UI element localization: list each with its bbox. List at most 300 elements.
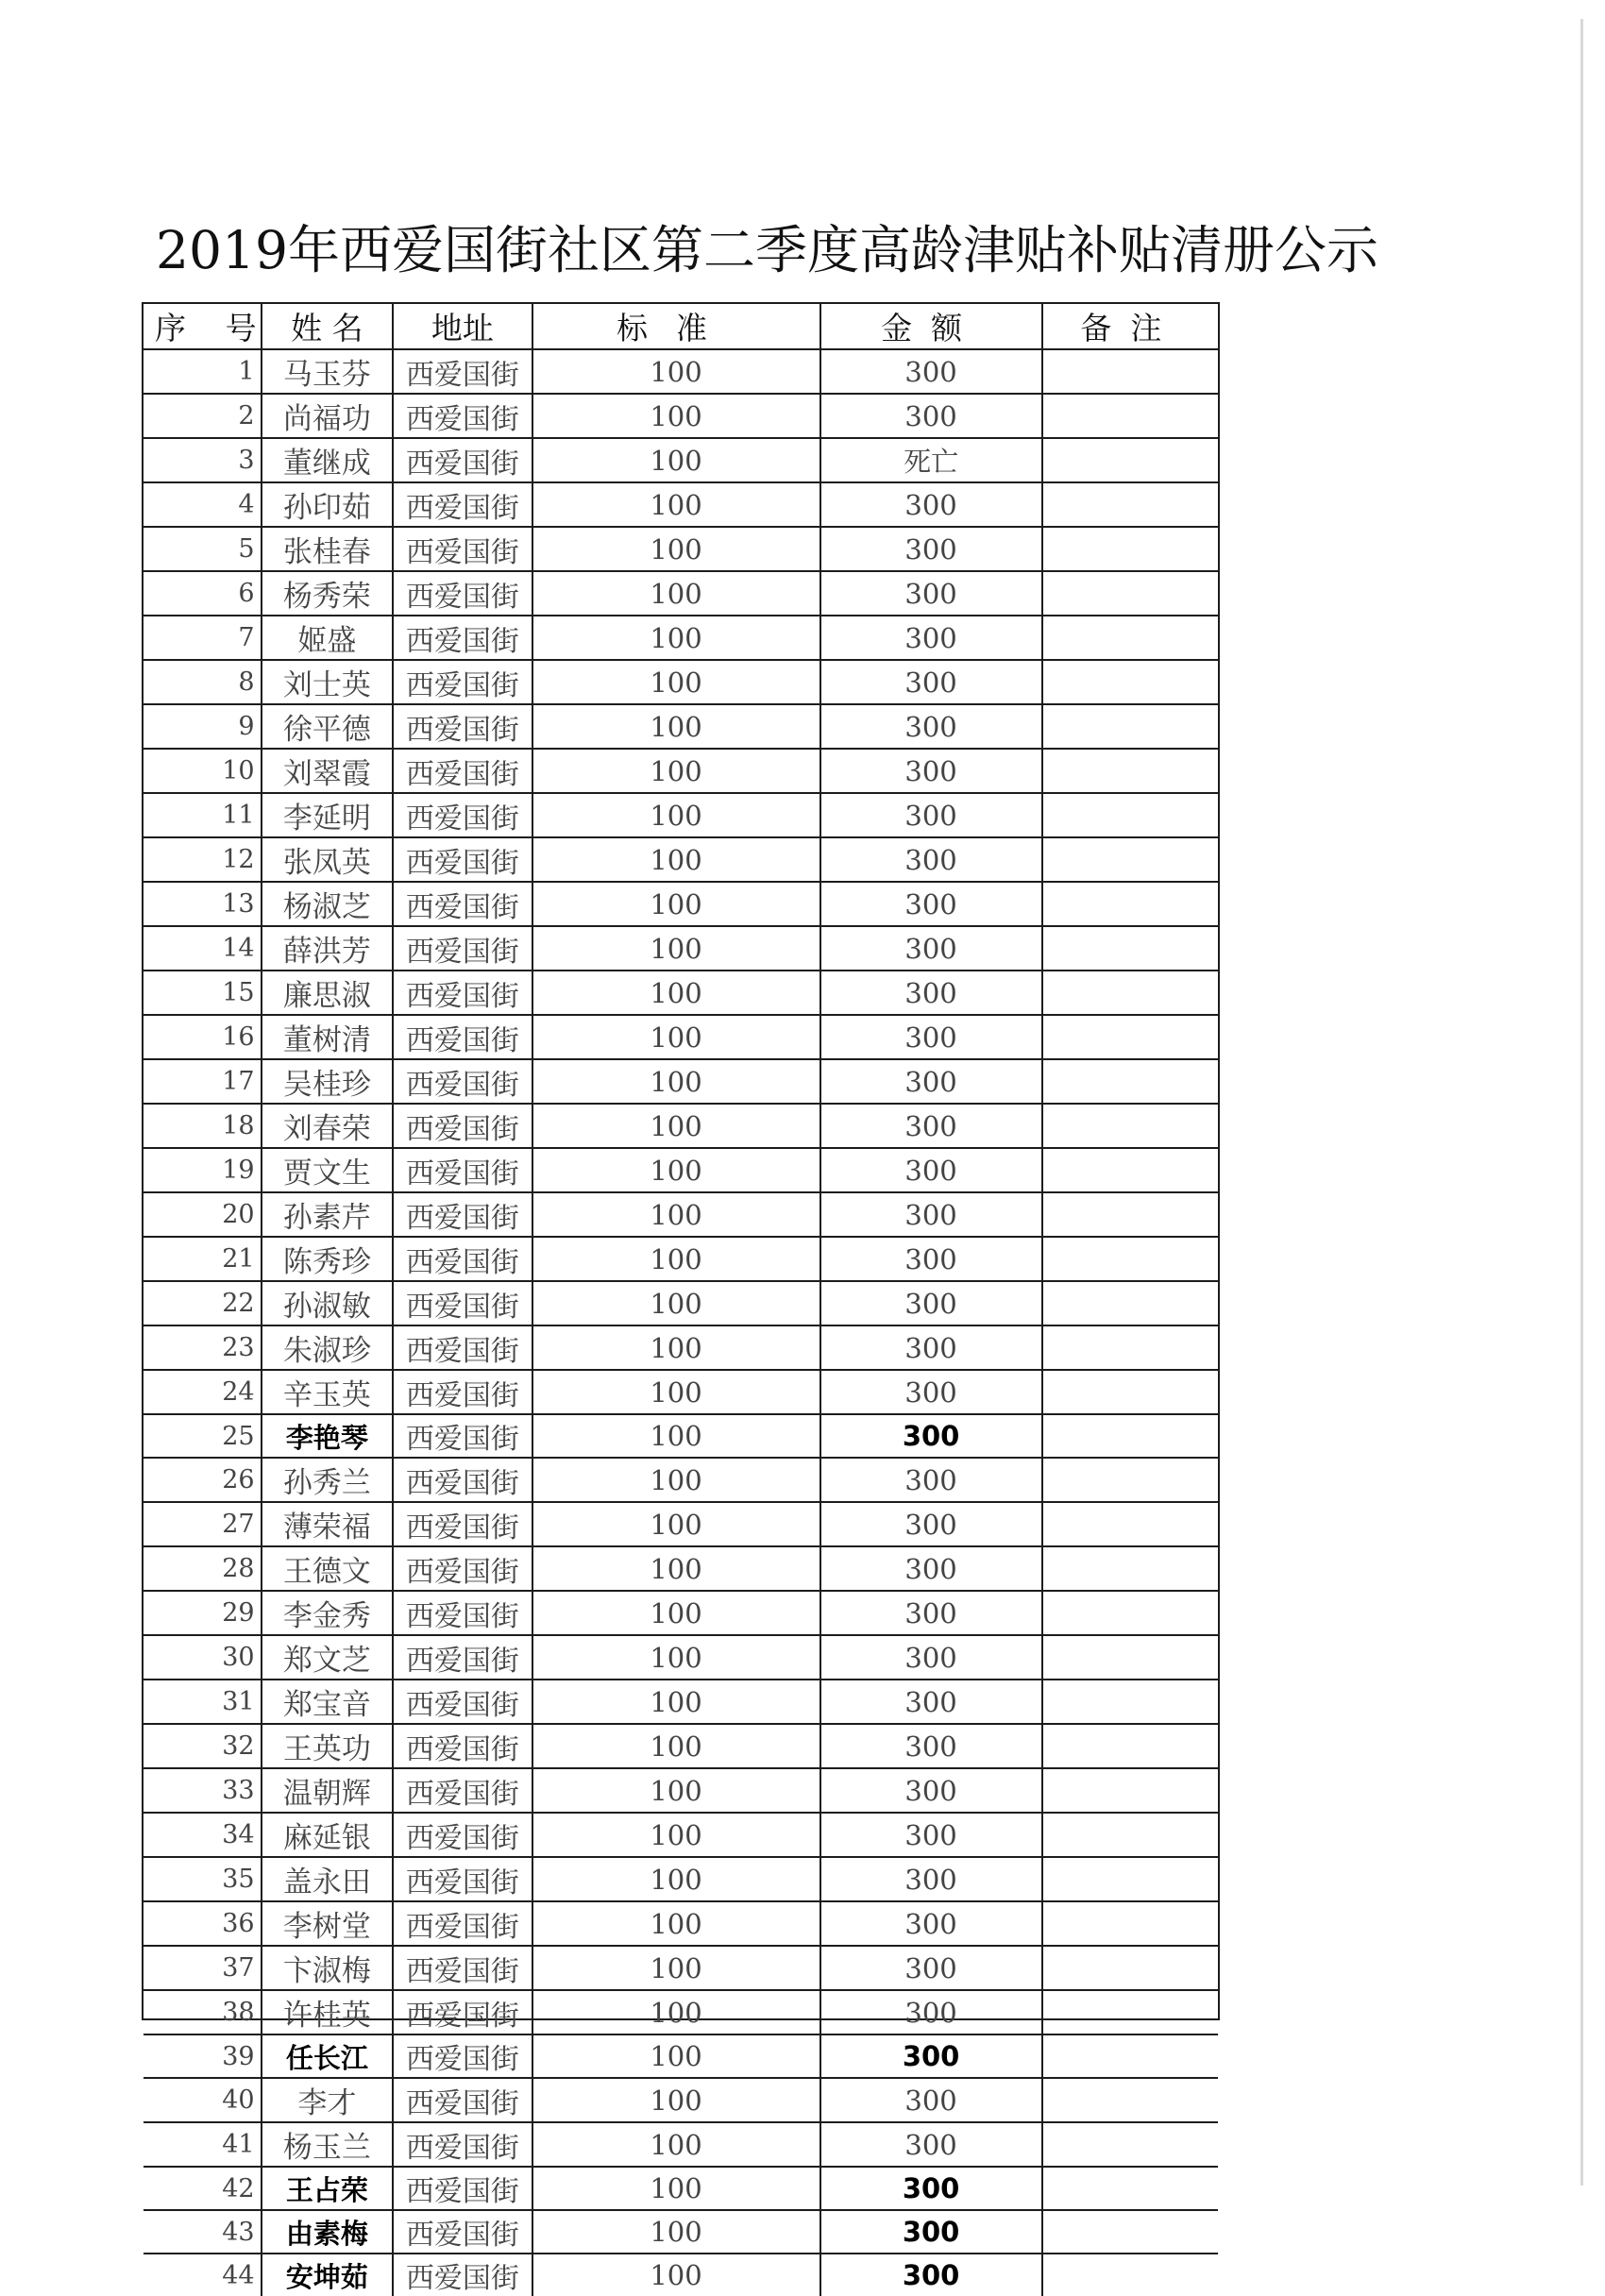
table-row	[144, 2123, 1218, 2168]
cell-amount: 300	[821, 1725, 1043, 1767]
table-row	[144, 794, 1218, 838]
cell-address: 西爱国街	[394, 2035, 532, 2077]
cell-name: 李延明	[262, 794, 395, 836]
cell-address: 西爱国街	[394, 1149, 532, 1191]
cell-seq: 33	[144, 1769, 262, 1812]
cell-address: 西爱国街	[394, 1680, 532, 1723]
cell-seq: 42	[144, 2168, 262, 2209]
cell-seq: 30	[144, 1636, 262, 1679]
cell-name: 董树清	[262, 1016, 395, 1058]
cell-address: 西爱国街	[394, 1991, 532, 2034]
cell-address: 西爱国街	[394, 883, 532, 925]
cell-standard: 100	[533, 971, 821, 1014]
cell-remark	[1043, 971, 1218, 1014]
cell-seq: 17	[144, 1060, 262, 1103]
table-row	[144, 2079, 1218, 2123]
cell-remark	[1043, 2254, 1218, 2296]
table-row	[144, 1016, 1218, 1060]
cell-standard: 100	[533, 2211, 821, 2253]
cell-name: 盖永田	[262, 1858, 395, 1900]
cell-standard: 100	[533, 395, 821, 437]
cell-standard: 100	[533, 1503, 821, 1545]
cell-remark	[1043, 1680, 1218, 1723]
table-row	[144, 1282, 1218, 1326]
cell-amount: 300	[821, 1459, 1043, 1501]
cell-standard: 100	[533, 1326, 821, 1369]
cell-seq: 20	[144, 1193, 262, 1236]
cell-standard: 100	[533, 883, 821, 925]
cell-name: 刘士英	[262, 661, 395, 703]
cell-name: 王占荣	[262, 2168, 395, 2209]
header-standard: 标准	[533, 304, 821, 348]
cell-remark	[1043, 350, 1218, 393]
cell-standard: 100	[533, 794, 821, 836]
cell-address: 西爱国街	[394, 1947, 532, 1989]
cell-remark	[1043, 1105, 1218, 1147]
cell-name: 李树堂	[262, 1902, 395, 1945]
cell-seq: 4	[144, 483, 262, 526]
cell-remark	[1043, 1592, 1218, 1634]
cell-address: 西爱国街	[394, 1902, 532, 1945]
cell-address: 西爱国街	[394, 1547, 532, 1590]
page-title: 2019年西爱国街社区第二季度高龄津贴补贴清册公示	[156, 220, 1378, 280]
cell-remark	[1043, 838, 1218, 881]
cell-standard: 100	[533, 1193, 821, 1236]
cell-address: 西爱国街	[394, 1193, 532, 1236]
cell-standard: 100	[533, 1415, 821, 1457]
cell-amount: 300	[821, 2035, 1043, 2077]
cell-address: 西爱国街	[394, 661, 532, 703]
cell-amount: 300	[821, 1814, 1043, 1856]
subsidy-roster-table	[142, 302, 1220, 2295]
cell-seq: 22	[144, 1282, 262, 1325]
cell-name: 薛洪芳	[262, 927, 395, 970]
cell-name: 孙素芹	[262, 1193, 395, 1236]
cell-address: 西爱国街	[394, 2123, 532, 2166]
cell-seq: 15	[144, 971, 262, 1014]
table-row	[144, 838, 1218, 883]
table-row	[144, 1503, 1218, 1547]
table-row	[144, 616, 1218, 661]
table-row	[144, 1725, 1218, 1769]
cell-standard: 100	[533, 439, 821, 481]
cell-standard: 100	[533, 350, 821, 393]
cell-remark	[1043, 2079, 1218, 2121]
cell-amount: 300	[821, 838, 1043, 881]
cell-amount: 300	[821, 2168, 1043, 2209]
cell-name: 任长江	[262, 2035, 395, 2077]
cell-remark	[1043, 1636, 1218, 1679]
cell-remark	[1043, 1991, 1218, 2034]
cell-amount: 300	[821, 927, 1043, 970]
cell-standard: 100	[533, 1592, 821, 1634]
cell-remark	[1043, 483, 1218, 526]
cell-name: 温朝辉	[262, 1769, 395, 1812]
cell-seq: 26	[144, 1459, 262, 1501]
cell-amount: 300	[821, 1636, 1043, 1679]
cell-name: 李艳琴	[262, 1415, 395, 1457]
cell-name: 张桂春	[262, 528, 395, 570]
cell-remark	[1043, 1725, 1218, 1767]
cell-seq: 31	[144, 1680, 262, 1723]
cell-amount: 300	[821, 750, 1043, 792]
cell-amount: 300	[821, 1282, 1043, 1325]
cell-address: 西爱国街	[394, 1326, 532, 1369]
cell-standard: 100	[533, 528, 821, 570]
cell-address: 西爱国街	[394, 1858, 532, 1900]
cell-name: 尚福功	[262, 395, 395, 437]
cell-name: 朱淑珍	[262, 1326, 395, 1369]
cell-standard: 100	[533, 1636, 821, 1679]
cell-name: 廉思淑	[262, 971, 395, 1014]
cell-standard: 100	[533, 483, 821, 526]
cell-remark	[1043, 1415, 1218, 1457]
cell-standard: 100	[533, 2123, 821, 2166]
cell-amount: 300	[821, 395, 1043, 437]
table-row	[144, 483, 1218, 528]
header-seq-left: 序	[155, 310, 186, 346]
cell-standard: 100	[533, 1238, 821, 1280]
cell-standard: 100	[533, 838, 821, 881]
cell-standard: 100	[533, 2168, 821, 2209]
cell-seq: 39	[144, 2035, 262, 2077]
cell-amount: 300	[821, 1547, 1043, 1590]
table-row	[144, 395, 1218, 439]
table-row	[144, 883, 1218, 927]
cell-address: 西爱国街	[394, 838, 532, 881]
cell-address: 西爱国街	[394, 927, 532, 970]
cell-seq: 35	[144, 1858, 262, 1900]
cell-amount: 300	[821, 1592, 1043, 1634]
cell-seq: 36	[144, 1902, 262, 1945]
cell-seq: 9	[144, 705, 262, 748]
cell-amount: 300	[821, 1503, 1043, 1545]
cell-address: 西爱国街	[394, 572, 532, 615]
cell-name: 徐平德	[262, 705, 395, 748]
scan-edge	[1580, 19, 1583, 2186]
table-row	[144, 1193, 1218, 1238]
cell-name: 李金秀	[262, 1592, 395, 1634]
cell-amount: 死亡	[821, 439, 1043, 481]
cell-name: 姬盛	[262, 616, 395, 659]
cell-seq: 32	[144, 1725, 262, 1767]
cell-name: 孙印茹	[262, 483, 395, 526]
cell-amount: 300	[821, 883, 1043, 925]
cell-standard: 100	[533, 705, 821, 748]
cell-standard: 100	[533, 2254, 821, 2296]
table-row	[144, 1858, 1218, 1902]
cell-remark	[1043, 2123, 1218, 2166]
cell-standard: 100	[533, 661, 821, 703]
cell-address: 西爱国街	[394, 1592, 532, 1634]
cell-standard: 100	[533, 1947, 821, 1989]
cell-standard: 100	[533, 1149, 821, 1191]
cell-amount: 300	[821, 2211, 1043, 2253]
cell-seq: 44	[144, 2254, 262, 2296]
table-row	[144, 2211, 1218, 2254]
cell-seq: 10	[144, 750, 262, 792]
cell-standard: 100	[533, 1769, 821, 1812]
cell-name: 马玉芬	[262, 350, 395, 393]
cell-amount: 300	[821, 1858, 1043, 1900]
cell-amount: 300	[821, 2254, 1043, 2296]
cell-address: 西爱国街	[394, 395, 532, 437]
cell-standard: 100	[533, 1725, 821, 1767]
cell-seq: 27	[144, 1503, 262, 1545]
cell-amount: 300	[821, 1326, 1043, 1369]
cell-remark	[1043, 1902, 1218, 1945]
cell-seq: 29	[144, 1592, 262, 1634]
cell-remark	[1043, 2168, 1218, 2209]
cell-address: 西爱国街	[394, 705, 532, 748]
cell-remark	[1043, 1503, 1218, 1545]
table-row	[144, 1902, 1218, 1947]
cell-address: 西爱国街	[394, 1371, 532, 1413]
cell-name: 刘春荣	[262, 1105, 395, 1147]
cell-remark	[1043, 1947, 1218, 1989]
table-row	[144, 971, 1218, 1016]
cell-address: 西爱国街	[394, 1725, 532, 1767]
cell-amount: 300	[821, 705, 1043, 748]
cell-remark	[1043, 1326, 1218, 1369]
table-row	[144, 1814, 1218, 1858]
cell-seq: 13	[144, 883, 262, 925]
cell-remark	[1043, 2211, 1218, 2253]
cell-remark	[1043, 1547, 1218, 1590]
cell-seq: 8	[144, 661, 262, 703]
cell-remark	[1043, 1858, 1218, 1900]
header-remark: 备注	[1080, 310, 1181, 346]
cell-amount: 300	[821, 971, 1043, 1014]
cell-address: 西爱国街	[394, 483, 532, 526]
cell-name: 郑文芝	[262, 1636, 395, 1679]
cell-amount: 300	[821, 1991, 1043, 2034]
cell-seq: 12	[144, 838, 262, 881]
cell-name: 由素梅	[262, 2211, 395, 2253]
table-row	[144, 350, 1218, 395]
cell-standard: 100	[533, 1016, 821, 1058]
cell-standard: 100	[533, 1858, 821, 1900]
cell-remark	[1043, 616, 1218, 659]
cell-name: 陈秀珍	[262, 1238, 395, 1280]
cell-name: 贾文生	[262, 1149, 395, 1191]
cell-address: 西爱国街	[394, 1415, 532, 1457]
cell-seq: 40	[144, 2079, 262, 2121]
header-amount: 金额	[821, 304, 1043, 348]
cell-address: 西爱国街	[394, 1238, 532, 1280]
cell-address: 西爱国街	[394, 1503, 532, 1545]
cell-seq: 28	[144, 1547, 262, 1590]
cell-address: 西爱国街	[394, 2079, 532, 2121]
cell-address: 西爱国街	[394, 750, 532, 792]
table-row	[144, 439, 1218, 483]
cell-amount: 300	[821, 2079, 1043, 2121]
cell-address: 西爱国街	[394, 350, 532, 393]
cell-remark	[1043, 439, 1218, 481]
cell-name: 麻延银	[262, 1814, 395, 1856]
cell-address: 西爱国街	[394, 794, 532, 836]
cell-address: 西爱国街	[394, 1282, 532, 1325]
cell-remark	[1043, 528, 1218, 570]
table-row	[144, 528, 1218, 572]
cell-standard: 100	[533, 927, 821, 970]
cell-remark	[1043, 1060, 1218, 1103]
table-header-row	[144, 304, 1218, 350]
table-row	[144, 927, 1218, 971]
table-row	[144, 1680, 1218, 1725]
cell-seq: 16	[144, 1016, 262, 1058]
cell-remark	[1043, 1282, 1218, 1325]
cell-seq: 5	[144, 528, 262, 570]
table-row	[144, 1547, 1218, 1592]
table-row	[144, 1149, 1218, 1193]
table-row	[144, 2168, 1218, 2211]
cell-amount: 300	[821, 1193, 1043, 1236]
cell-address: 西爱国街	[394, 1060, 532, 1103]
cell-name: 张凤英	[262, 838, 395, 881]
cell-standard: 100	[533, 2079, 821, 2121]
cell-name: 吴桂珍	[262, 1060, 395, 1103]
cell-remark	[1043, 1371, 1218, 1413]
cell-remark	[1043, 705, 1218, 748]
cell-name: 郑宝音	[262, 1680, 395, 1723]
cell-name: 薄荣福	[262, 1503, 395, 1545]
cell-seq: 1	[144, 350, 262, 393]
table-row	[144, 1371, 1218, 1415]
cell-amount: 300	[821, 572, 1043, 615]
cell-remark	[1043, 1459, 1218, 1501]
cell-seq: 38	[144, 1991, 262, 2034]
cell-standard: 100	[533, 572, 821, 615]
cell-amount: 300	[821, 1902, 1043, 1945]
cell-remark	[1043, 1238, 1218, 1280]
cell-name: 许桂英	[262, 1991, 395, 2034]
table-row	[144, 705, 1218, 750]
cell-seq: 37	[144, 1947, 262, 1989]
cell-name: 杨秀荣	[262, 572, 395, 615]
table-row	[144, 1769, 1218, 1814]
cell-standard: 100	[533, 1991, 821, 2034]
cell-remark	[1043, 1814, 1218, 1856]
cell-amount: 300	[821, 794, 1043, 836]
cell-seq: 18	[144, 1105, 262, 1147]
cell-seq: 43	[144, 2211, 262, 2253]
cell-amount: 300	[821, 616, 1043, 659]
cell-standard: 100	[533, 1105, 821, 1147]
cell-address: 西爱国街	[394, 1016, 532, 1058]
table-row	[144, 1459, 1218, 1503]
table-row	[144, 1060, 1218, 1105]
cell-amount: 300	[821, 661, 1043, 703]
cell-amount: 300	[821, 1769, 1043, 1812]
cell-seq: 41	[144, 2123, 262, 2166]
cell-seq: 25	[144, 1415, 262, 1457]
cell-address: 西爱国街	[394, 1769, 532, 1812]
cell-address: 西爱国街	[394, 616, 532, 659]
cell-amount: 300	[821, 1238, 1043, 1280]
cell-amount: 300	[821, 1105, 1043, 1147]
header-name: 姓 名	[262, 304, 395, 348]
table-row	[144, 1947, 1218, 1991]
cell-amount: 300	[821, 2123, 1043, 2166]
table-row	[144, 750, 1218, 794]
cell-address: 西爱国街	[394, 439, 532, 481]
cell-seq: 19	[144, 1149, 262, 1191]
cell-remark	[1043, 750, 1218, 792]
cell-amount: 300	[821, 1680, 1043, 1723]
cell-name: 王英功	[262, 1725, 395, 1767]
table-row	[144, 1991, 1218, 2035]
table-row	[144, 1592, 1218, 1636]
cell-remark	[1043, 395, 1218, 437]
table-row	[144, 661, 1218, 705]
cell-name: 孙秀兰	[262, 1459, 395, 1501]
cell-amount: 300	[821, 1016, 1043, 1058]
cell-address: 西爱国街	[394, 1459, 532, 1501]
cell-remark	[1043, 794, 1218, 836]
cell-standard: 100	[533, 1060, 821, 1103]
cell-name: 杨玉兰	[262, 2123, 395, 2166]
cell-remark	[1043, 927, 1218, 970]
cell-address: 西爱国街	[394, 971, 532, 1014]
cell-amount: 300	[821, 528, 1043, 570]
table-row	[144, 1326, 1218, 1371]
cell-address: 西爱国街	[394, 1814, 532, 1856]
table-row	[144, 1415, 1218, 1459]
cell-seq: 2	[144, 395, 262, 437]
cell-standard: 100	[533, 1680, 821, 1723]
cell-amount: 300	[821, 1060, 1043, 1103]
cell-address: 西爱国街	[394, 1636, 532, 1679]
cell-remark	[1043, 1193, 1218, 1236]
cell-seq: 24	[144, 1371, 262, 1413]
cell-standard: 100	[533, 1459, 821, 1501]
cell-name: 辛玉英	[262, 1371, 395, 1413]
cell-seq: 34	[144, 1814, 262, 1856]
cell-seq: 23	[144, 1326, 262, 1369]
cell-name: 王德文	[262, 1547, 395, 1590]
cell-name: 安坤茹	[262, 2254, 395, 2296]
cell-seq: 7	[144, 616, 262, 659]
table-row	[144, 2254, 1218, 2296]
cell-seq: 14	[144, 927, 262, 970]
cell-name: 孙淑敏	[262, 1282, 395, 1325]
cell-remark	[1043, 883, 1218, 925]
cell-amount: 300	[821, 1415, 1043, 1457]
table-row	[144, 572, 1218, 616]
cell-standard: 100	[533, 2035, 821, 2077]
cell-remark	[1043, 572, 1218, 615]
cell-address: 西爱国街	[394, 2211, 532, 2253]
cell-seq: 11	[144, 794, 262, 836]
header-seq	[144, 304, 262, 348]
cell-remark	[1043, 1016, 1218, 1058]
table-row	[144, 1636, 1218, 1680]
cell-remark	[1043, 661, 1218, 703]
cell-name: 刘翠霞	[262, 750, 395, 792]
cell-standard: 100	[533, 1371, 821, 1413]
table-row	[144, 1238, 1218, 1282]
cell-standard: 100	[533, 750, 821, 792]
cell-amount: 300	[821, 1149, 1043, 1191]
cell-remark	[1043, 1769, 1218, 1812]
header-seq-right: 号	[225, 310, 257, 346]
cell-name: 董继成	[262, 439, 395, 481]
cell-amount: 300	[821, 350, 1043, 393]
cell-standard: 100	[533, 1902, 821, 1945]
cell-standard: 100	[533, 1547, 821, 1590]
cell-standard: 100	[533, 1814, 821, 1856]
